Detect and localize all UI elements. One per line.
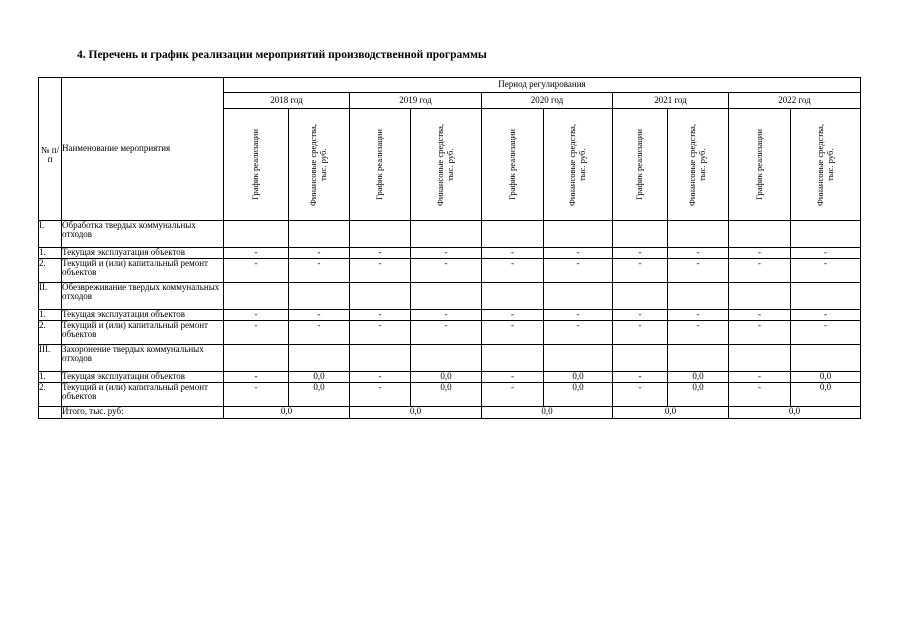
value-cell: - [482,259,544,283]
header-schedule-label: График реализации [506,128,517,201]
value-cell: - [289,259,350,283]
value-cell: 0,0 [289,383,350,407]
table-row [39,259,861,283]
header-finance [791,109,861,221]
value-cell: - [350,383,411,407]
value-cell: - [224,248,289,259]
empty-cell [411,345,482,372]
value-cell: - [791,321,861,345]
value-cell: - [224,310,289,321]
page-title: 4. Перечень и график реализации мероприятий производственной программы [77,49,487,61]
row-name: Текущий и (или) капитальный ремонт объектов [62,321,224,345]
total-value: 0,0 [224,407,350,419]
row-name: Текущая эксплуатация объектов [62,310,224,321]
value-cell: - [791,310,861,321]
header-period: Период регулирования [224,78,861,93]
empty-cell [613,345,668,372]
value-cell: - [544,259,613,283]
empty-cell [350,345,411,372]
section-row [39,221,861,248]
section-row [39,345,861,372]
value-cell: - [613,248,668,259]
value-cell: - [350,372,411,383]
value-cell: - [668,259,729,283]
total-value: 0,0 [729,407,861,419]
empty-cell [411,283,482,310]
header-schedule-label: График реализации [634,128,645,201]
value-cell: - [482,310,544,321]
header-schedule [729,109,791,221]
empty-cell [729,221,791,248]
empty-cell [224,221,289,248]
value-cell: - [791,248,861,259]
header-schedule [613,109,668,221]
header-finance [544,109,613,221]
empty-cell [668,221,729,248]
value-cell: 0,0 [791,383,861,407]
value-cell: - [224,372,289,383]
row-name: Текущая эксплуатация объектов [62,372,224,383]
empty-cell [350,221,411,248]
header-year: 2020 год [482,93,613,109]
empty-cell [791,345,861,372]
row-number: 1. [39,248,62,259]
value-cell: 0,0 [544,383,613,407]
value-cell: - [729,321,791,345]
header-finance-line2: тыс. руб. [824,148,835,181]
empty-cell [729,283,791,310]
value-cell: - [613,372,668,383]
total-value: 0,0 [482,407,613,419]
value-cell: - [411,248,482,259]
section-row [39,283,861,310]
value-cell: - [668,310,729,321]
value-cell: - [482,372,544,383]
value-cell: - [729,248,791,259]
empty-cell [613,221,668,248]
header-finance-line1: Финансовые средства, [435,123,446,206]
header-num: № п/п [39,78,62,221]
header-finance-line2: тыс. руб. [577,148,587,181]
value-cell: 0,0 [289,372,350,383]
row-name: Текущая эксплуатация объектов [62,248,224,259]
total-label: Итого, тыс. руб: [62,407,224,419]
value-cell: - [791,259,861,283]
value-cell: - [729,310,791,321]
header-schedule [224,109,289,221]
header-finance-label [568,124,588,206]
empty-cell [350,283,411,310]
value-cell: - [613,310,668,321]
row-name: Текущий и (или) капитальный ремонт объектов [62,383,224,407]
table-row [39,372,861,383]
value-cell: - [350,321,411,345]
empty-cell [482,345,544,372]
row-name: Текущий и (или) капитальный ремонт объектов [62,259,224,283]
section-number: III. [39,345,62,372]
value-cell: - [350,259,411,283]
value-cell: - [224,321,289,345]
empty-cell [544,283,613,310]
header-finance-line1: Финансовые средства, [814,123,825,206]
empty-cell [224,345,289,372]
header-year: 2019 год [350,93,482,109]
header-finance-label [688,124,708,206]
header-finance-line1: Финансовые средства, [687,123,698,206]
header-year: 2022 год [729,93,861,109]
value-cell: - [613,321,668,345]
header-finance-line1: Финансовые средства, [308,123,319,206]
header-finance [411,109,482,221]
empty-cell [482,221,544,248]
value-cell: - [668,321,729,345]
header-schedule-label: График реализации [374,128,385,201]
header-schedule-label: График реализации [250,128,261,201]
row-number: 1. [39,372,62,383]
empty-cell [289,283,350,310]
empty-cell [791,221,861,248]
table-row [39,321,861,345]
empty-cell [411,221,482,248]
section-number: II. [39,283,62,310]
header-schedule-label: График реализации [753,128,764,201]
value-cell: 0,0 [668,372,729,383]
value-cell: 0,0 [544,372,613,383]
empty-cell [668,283,729,310]
header-finance [668,109,729,221]
value-cell: - [289,248,350,259]
section-name: Обработка твердых коммунальных отходов [62,221,224,248]
empty-cell [544,221,613,248]
header-finance-line2: тыс. руб. [318,148,328,181]
value-cell: 0,0 [791,372,861,383]
header-year: 2018 год [224,93,350,109]
total-row [39,407,861,419]
section-name: Обезвреживание твердых коммунальных отходов [62,283,224,310]
header-finance-line1: Финансовые средства, [567,123,578,206]
section-name: Захоронение твердых коммунальных отходов [62,345,224,372]
value-cell: - [482,248,544,259]
value-cell: - [350,310,411,321]
row-number: 2. [39,383,62,407]
value-cell: - [350,248,411,259]
value-cell: - [411,259,482,283]
total-value: 0,0 [350,407,482,419]
value-cell: - [729,383,791,407]
section-number: I. [39,221,62,248]
value-cell: - [613,259,668,283]
value-cell: - [544,248,613,259]
row-number: 1. [39,310,62,321]
header-finance-label [309,124,329,206]
empty-cell [668,345,729,372]
header-finance-line2: тыс. руб. [697,148,707,181]
header-finance-label [436,124,456,206]
value-cell: - [289,310,350,321]
header-year: 2021 год [613,93,729,109]
empty-cell [224,283,289,310]
value-cell: - [729,259,791,283]
value-cell: - [544,321,613,345]
header-finance [289,109,350,221]
total-value: 0,0 [613,407,729,419]
empty-cell [613,283,668,310]
value-cell: - [224,383,289,407]
empty-cell [791,283,861,310]
value-cell: - [729,372,791,383]
header-finance-line2: тыс. руб. [445,148,455,181]
empty-cell [544,345,613,372]
empty-cell [289,345,350,372]
empty-cell [482,283,544,310]
value-cell: 0,0 [411,372,482,383]
header-schedule [482,109,544,221]
header-finance-label [816,124,836,206]
value-cell: - [289,321,350,345]
program-table [38,77,861,419]
value-cell: 0,0 [668,383,729,407]
row-number: 2. [39,321,62,345]
empty-cell [39,407,62,419]
empty-cell [289,221,350,248]
header-schedule [350,109,411,221]
value-cell: - [224,259,289,283]
value-cell: - [411,321,482,345]
value-cell: - [411,310,482,321]
table-row [39,248,861,259]
value-cell: - [668,248,729,259]
table-row [39,383,861,407]
empty-cell [729,345,791,372]
header-name: Наименование мероприятия [62,78,224,221]
value-cell: - [544,310,613,321]
value-cell: 0,0 [411,383,482,407]
table-row [39,310,861,321]
value-cell: - [613,383,668,407]
value-cell: - [482,383,544,407]
row-number: 2. [39,259,62,283]
value-cell: - [482,321,544,345]
